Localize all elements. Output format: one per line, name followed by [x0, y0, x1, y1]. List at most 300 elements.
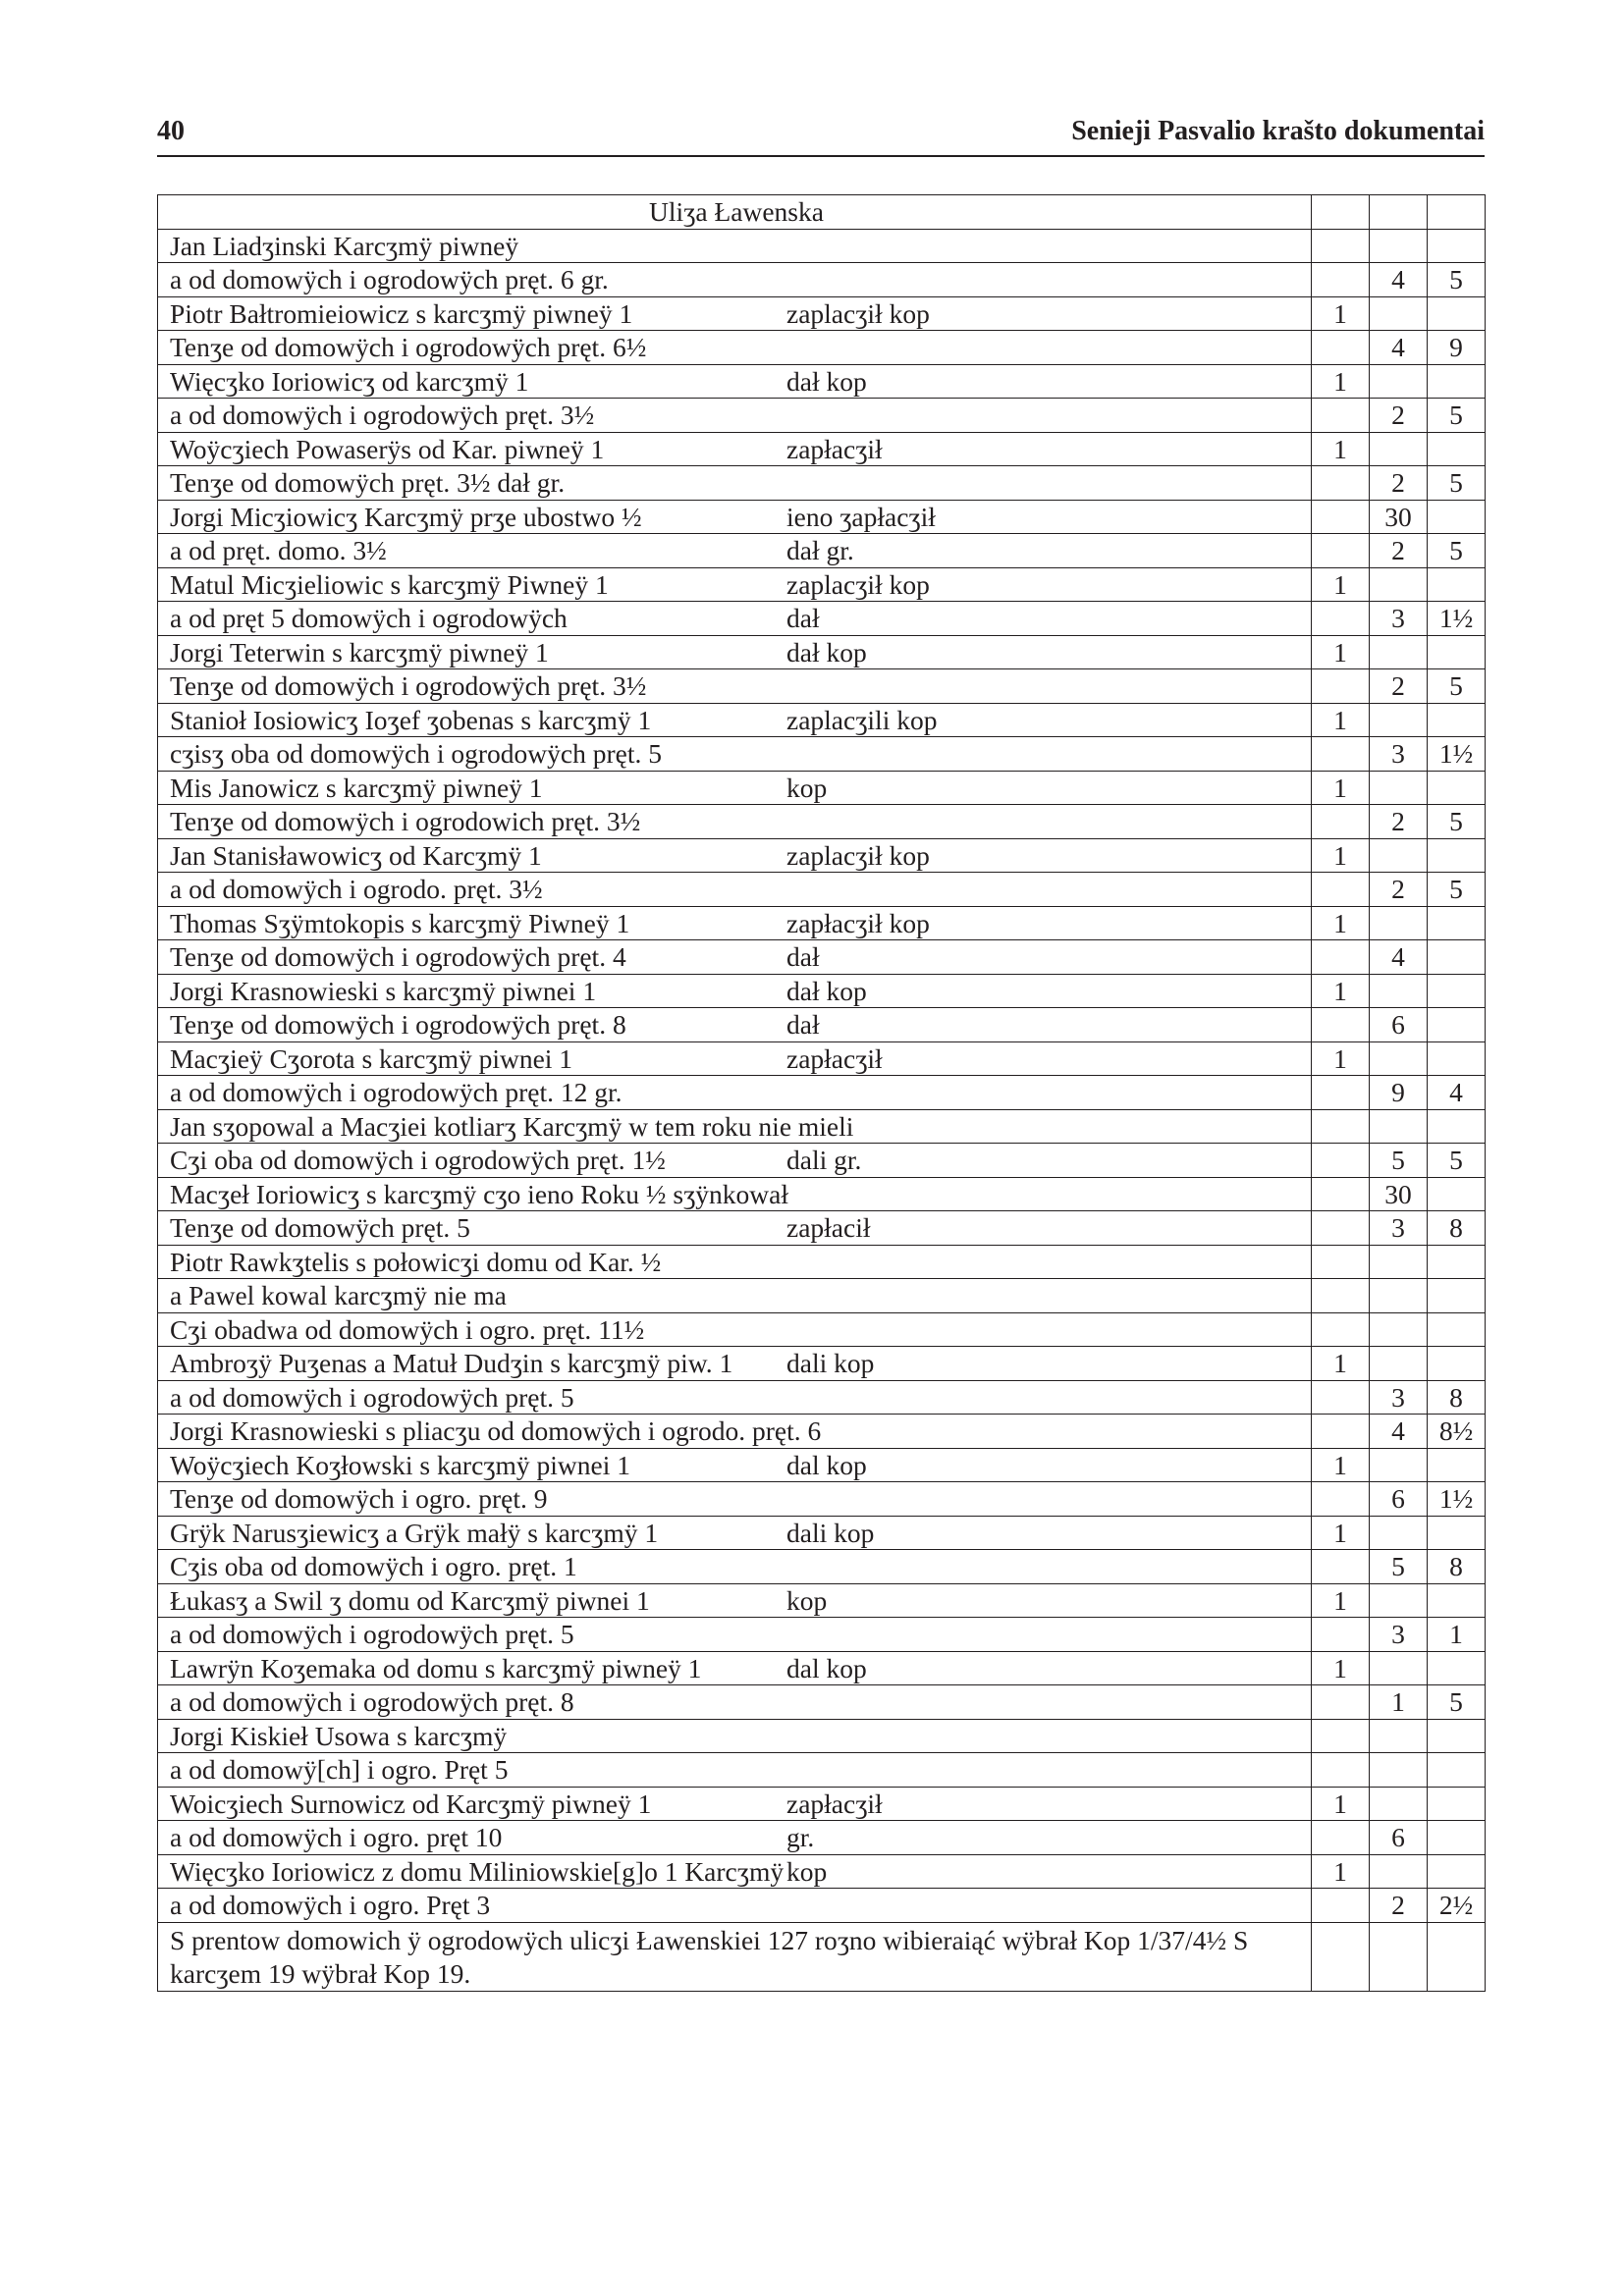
table-row [158, 1651, 1486, 1685]
den-value: 8 [1428, 1380, 1486, 1415]
gr-value: 6 [1370, 1821, 1428, 1855]
table-row [158, 1685, 1486, 1720]
entry-description [158, 635, 1312, 669]
entry-text: Woÿcʒiech Koʒłowski s karcʒmÿ piwnei 1 [170, 1449, 630, 1480]
kop-value [1312, 466, 1370, 501]
gr-value [1370, 1312, 1428, 1347]
entry-description [158, 229, 1312, 263]
kop-value [1312, 1144, 1370, 1178]
entry-text: Ambroʒÿ Puʒenas a Matuł Dudʒin s karcʒmÿ piw. 1 [170, 1348, 733, 1379]
entry-text: Grÿk Narusʒiewicʒ a Grÿk małÿ s karcʒmÿ 1 [170, 1517, 659, 1548]
table-row [158, 331, 1486, 365]
den-value [1428, 771, 1486, 805]
entry-text: Woicʒiech Surnowicz od Karcʒmÿ piwneÿ 1 [170, 1788, 652, 1819]
table-row [158, 364, 1486, 399]
entry-text: Thomas Sʒÿmtokopis s karcʒmÿ Piwneÿ 1 [170, 907, 630, 938]
entry-description [158, 1618, 1312, 1652]
kop-value: 1 [1312, 1347, 1370, 1381]
table-row [158, 1415, 1486, 1449]
summary-text: S prentow domowich ÿ ogrodowÿch ulicʒi Ławenskiei 127 roʒno wibieraiąć wÿbrał Kop 1/37/4½ S karcʒem 19 wÿbrał Kop 19. [158, 1922, 1312, 1991]
entry-description [158, 1854, 1312, 1889]
table-row [158, 296, 1486, 331]
gr-value [1370, 1753, 1428, 1788]
gr-value [1370, 567, 1428, 602]
entry-text: Więcʒko Ioriowicʒ od karcʒmÿ 1 [170, 365, 529, 397]
entry-description [158, 1516, 1312, 1550]
entry-text: Tenʒe od domowÿch i ogrodowich pręt. 3½ [170, 806, 641, 837]
entry-text: Mis Janowicz s karcʒmÿ piwneÿ 1 [170, 772, 543, 803]
summary-empty-cell [1312, 1922, 1370, 1991]
kop-value [1312, 1618, 1370, 1652]
table-row [158, 940, 1486, 975]
entry-description [158, 1177, 1312, 1211]
kop-value: 1 [1312, 906, 1370, 940]
payment-note: dał kop [786, 636, 867, 667]
table-row [158, 1245, 1486, 1279]
entry-description [158, 1448, 1312, 1482]
gr-value [1370, 432, 1428, 466]
table-row [158, 1211, 1486, 1246]
kop-value [1312, 737, 1370, 772]
kop-value [1312, 1279, 1370, 1313]
table-row [158, 737, 1486, 772]
gr-value [1370, 1109, 1428, 1144]
table-row [158, 1448, 1486, 1482]
table-row [158, 635, 1486, 669]
gr-value: 4 [1370, 940, 1428, 975]
den-value: 8½ [1428, 1415, 1486, 1449]
kop-value [1312, 1312, 1370, 1347]
gr-value [1370, 838, 1428, 873]
kop-value: 1 [1312, 1787, 1370, 1821]
column-gr-cell [1370, 195, 1428, 230]
table-row [158, 1380, 1486, 1415]
payment-note: dał gr. [786, 535, 854, 565]
den-value: 8 [1428, 1211, 1486, 1246]
table-row [158, 1144, 1486, 1178]
den-value [1428, 1448, 1486, 1482]
gr-value [1370, 1854, 1428, 1889]
entry-text: Jan Stanisławowicʒ od Karcʒmÿ 1 [170, 839, 542, 871]
entry-text: a od domowÿch i ogrodowÿch pręt. 5 [170, 1619, 574, 1650]
table-row [158, 669, 1486, 704]
den-value [1428, 500, 1486, 534]
gr-value [1370, 229, 1428, 263]
payment-note: zapłacił [786, 1212, 871, 1243]
payment-note: dał [786, 603, 820, 633]
entry-text: a od domowÿch i ogrodowÿch pręt. 12 gr. [170, 1077, 623, 1108]
payment-note: zapłacʒił [786, 433, 883, 464]
gr-value: 2 [1370, 669, 1428, 704]
gr-value: 4 [1370, 1415, 1428, 1449]
kop-value [1312, 229, 1370, 263]
table-row [158, 1583, 1486, 1618]
entry-text: Piotr Bałtromieiowicz s karcʒmÿ piwneÿ 1 [170, 297, 633, 329]
entry-description [158, 838, 1312, 873]
table-row [158, 1550, 1486, 1584]
gr-value: 30 [1370, 1177, 1428, 1211]
den-value [1428, 1041, 1486, 1076]
entry-text: Tenʒe od domowÿch pręt. 5 [170, 1212, 470, 1244]
table-row [158, 1787, 1486, 1821]
den-value [1428, 1312, 1486, 1347]
table-row [158, 466, 1486, 501]
gr-value: 2 [1370, 466, 1428, 501]
kop-value [1312, 263, 1370, 297]
entry-description [158, 940, 1312, 975]
entry-description [158, 1245, 1312, 1279]
table-row [158, 974, 1486, 1008]
entry-text: a od pręt 5 domowÿch i ogrodowÿch [170, 603, 568, 634]
entry-text: cʒisʒ oba od domowÿch i ogrodowÿch pręt. 5 [170, 738, 662, 770]
kop-value: 1 [1312, 1651, 1370, 1685]
den-value: 1½ [1428, 1482, 1486, 1517]
entry-description [158, 1685, 1312, 1720]
payment-note: zapłacʒił kop [786, 907, 930, 938]
kop-value [1312, 1685, 1370, 1720]
payment-note: kop [786, 1855, 828, 1887]
entry-description [158, 331, 1312, 365]
den-value [1428, 1516, 1486, 1550]
entry-description [158, 364, 1312, 399]
table-row [158, 1889, 1486, 1923]
entry-description [158, 703, 1312, 737]
entry-description [158, 1380, 1312, 1415]
den-value: 1½ [1428, 602, 1486, 636]
entry-description [158, 399, 1312, 433]
gr-value: 2 [1370, 1889, 1428, 1923]
entry-description [158, 432, 1312, 466]
gr-value: 2 [1370, 534, 1428, 568]
running-title: Senieji Pasvalio krašto dokumentai [1071, 116, 1485, 146]
summary-empty-cell [1370, 1922, 1428, 1991]
kop-value: 1 [1312, 771, 1370, 805]
kop-value [1312, 1889, 1370, 1923]
entry-description [158, 1787, 1312, 1821]
kop-value [1312, 1245, 1370, 1279]
kop-value [1312, 534, 1370, 568]
entry-description [158, 500, 1312, 534]
entry-description [158, 771, 1312, 805]
gr-value: 5 [1370, 1144, 1428, 1178]
gr-value: 6 [1370, 1482, 1428, 1517]
kop-value [1312, 500, 1370, 534]
gr-value: 1 [1370, 1685, 1428, 1720]
entry-text: a od domowÿch i ogrodo. pręt. 3½ [170, 874, 543, 905]
den-value: 5 [1428, 873, 1486, 907]
kop-value: 1 [1312, 635, 1370, 669]
gr-value [1370, 1719, 1428, 1753]
den-value [1428, 229, 1486, 263]
gr-value: 3 [1370, 737, 1428, 772]
entry-text: Jorgi Kiskieł Usowa s karcʒmÿ [170, 1720, 508, 1751]
entry-text: Cʒi oba od domowÿch i ogrodowÿch pręt. 1½ [170, 1145, 666, 1176]
den-value: 1 [1428, 1618, 1486, 1652]
payment-note: zaplacʒił kop [786, 839, 930, 871]
kop-value [1312, 1008, 1370, 1042]
kop-value [1312, 805, 1370, 839]
kop-value: 1 [1312, 1041, 1370, 1076]
gr-value: 9 [1370, 1076, 1428, 1110]
gr-value [1370, 974, 1428, 1008]
kop-value: 1 [1312, 1583, 1370, 1618]
entry-text: a Pawel kowal karcʒmÿ nie ma [170, 1280, 507, 1311]
entry-description [158, 466, 1312, 501]
table-row [158, 1753, 1486, 1788]
entry-text: Stanioł Iosiowicʒ Ioʒef ʒobenas s karcʒmÿ 1 [170, 704, 652, 735]
kop-value [1312, 1415, 1370, 1449]
entry-description [158, 1312, 1312, 1347]
table-row [158, 1482, 1486, 1517]
den-value [1428, 703, 1486, 737]
den-value [1428, 364, 1486, 399]
den-value [1428, 1583, 1486, 1618]
payment-note: zapłacʒił [786, 1788, 883, 1819]
entry-text: Macʒeł Ioriowicʒ s karcʒmÿ cʒo ieno Roku ½ sʒÿnkował [170, 1178, 788, 1209]
table-row [158, 1008, 1486, 1042]
entry-description [158, 1753, 1312, 1788]
gr-value [1370, 771, 1428, 805]
entry-description [158, 1482, 1312, 1517]
gr-value [1370, 703, 1428, 737]
table-row [158, 703, 1486, 737]
table-row [158, 838, 1486, 873]
entry-description [158, 1889, 1312, 1923]
entry-text: Jorgi Micʒiowicʒ Karcʒmÿ prʒe ubostwo ½ [170, 501, 642, 532]
kop-value [1312, 1719, 1370, 1753]
gr-value [1370, 1041, 1428, 1076]
table-row [158, 1109, 1486, 1144]
entry-text: a od domowÿ[ch] i ogro. Pręt 5 [170, 1754, 509, 1786]
entry-description [158, 1076, 1312, 1110]
table-row [158, 1347, 1486, 1381]
gr-value: 4 [1370, 263, 1428, 297]
den-value [1428, 1279, 1486, 1313]
gr-value: 6 [1370, 1008, 1428, 1042]
entry-text: Tenʒe od domowÿch pręt. 3½ dał gr. [170, 467, 566, 499]
den-value: 5 [1428, 1144, 1486, 1178]
den-value: 9 [1428, 331, 1486, 365]
entry-description [158, 1583, 1312, 1618]
entry-text: Jan sʒopowal a Macʒiei kotliarʒ Karcʒmÿ w tem roku nie mieli [170, 1110, 854, 1142]
den-value [1428, 1719, 1486, 1753]
page-header [157, 110, 1485, 157]
entry-description [158, 1651, 1312, 1685]
payment-note: kop [786, 772, 828, 803]
den-value: 5 [1428, 805, 1486, 839]
gr-value: 5 [1370, 1550, 1428, 1584]
table-row [158, 1516, 1486, 1550]
summary-row [158, 1922, 1486, 1991]
den-value: 5 [1428, 399, 1486, 433]
entry-text: Piotr Rawkʒtelis s połowicʒi domu od Kar. ½ [170, 1246, 662, 1277]
table-row [158, 500, 1486, 534]
column-kop-cell [1312, 195, 1370, 230]
table-row [158, 1719, 1486, 1753]
entry-description [158, 1719, 1312, 1753]
table-row [158, 229, 1486, 263]
den-value [1428, 1245, 1486, 1279]
entry-description [158, 567, 1312, 602]
table-row [158, 567, 1486, 602]
gr-value [1370, 1245, 1428, 1279]
gr-value: 2 [1370, 399, 1428, 433]
entry-text: Tenʒe od domowÿch i ogrodowÿch pręt. 6½ [170, 332, 647, 363]
kop-value [1312, 669, 1370, 704]
kop-value [1312, 1211, 1370, 1246]
den-value: 5 [1428, 263, 1486, 297]
gr-value [1370, 1347, 1428, 1381]
entry-text: Lawrÿn Koʒemaka od domu s karcʒmÿ piwneÿ 1 [170, 1652, 702, 1683]
entry-description [158, 974, 1312, 1008]
payment-note: ieno ʒapłacʒił [786, 501, 936, 532]
entry-description [158, 669, 1312, 704]
entry-description [158, 737, 1312, 772]
den-value [1428, 1753, 1486, 1788]
entry-description [158, 1821, 1312, 1855]
den-value: 1½ [1428, 737, 1486, 772]
den-value [1428, 1651, 1486, 1685]
gr-value [1370, 635, 1428, 669]
entry-text: a od domowÿch i ogrodowÿch pręt. 8 [170, 1686, 574, 1718]
table-row [158, 1821, 1486, 1855]
den-value: 8 [1428, 1550, 1486, 1584]
den-value [1428, 1177, 1486, 1211]
table-row [158, 263, 1486, 297]
table-row [158, 602, 1486, 636]
payment-note: zaplacʒił kop [786, 568, 930, 600]
entry-description [158, 602, 1312, 636]
kop-value [1312, 1550, 1370, 1584]
table-row [158, 534, 1486, 568]
entry-text: Cʒi obadwa od domowÿch i ogro. pręt. 11½ [170, 1313, 645, 1345]
table-row [158, 1041, 1486, 1076]
gr-value: 2 [1370, 805, 1428, 839]
den-value [1428, 1821, 1486, 1855]
entry-description [158, 534, 1312, 568]
gr-value: 3 [1370, 1380, 1428, 1415]
payment-note: dali kop [786, 1517, 875, 1548]
ledger-table [157, 194, 1486, 1992]
gr-value: 30 [1370, 500, 1428, 534]
den-value [1428, 1347, 1486, 1381]
table-row [158, 1312, 1486, 1347]
entry-description [158, 1550, 1312, 1584]
den-value [1428, 940, 1486, 975]
summary-empty-cell [1428, 1922, 1486, 1991]
entry-description [158, 1109, 1312, 1144]
entry-text: a od pręt. domo. 3½ [170, 535, 387, 566]
den-value: 5 [1428, 1685, 1486, 1720]
kop-value: 1 [1312, 567, 1370, 602]
entry-text: Więcʒko Ioriowicz z domu Miliniowskie[g]o 1 Karcʒmÿ [170, 1855, 785, 1887]
kop-value: 1 [1312, 974, 1370, 1008]
gr-value [1370, 906, 1428, 940]
entry-description [158, 1347, 1312, 1381]
entry-text: Macʒieÿ Cʒorota s karcʒmÿ piwnei 1 [170, 1042, 573, 1074]
entry-text: a od domowÿch i ogrodowÿch pręt. 3½ [170, 400, 595, 431]
kop-value [1312, 1482, 1370, 1517]
entry-description [158, 873, 1312, 907]
kop-value: 1 [1312, 1854, 1370, 1889]
entry-description [158, 906, 1312, 940]
kop-value: 1 [1312, 1516, 1370, 1550]
kop-value: 1 [1312, 1448, 1370, 1482]
kop-value [1312, 1177, 1370, 1211]
entry-description [158, 263, 1312, 297]
entry-description [158, 1279, 1312, 1313]
kop-value: 1 [1312, 703, 1370, 737]
gr-value [1370, 1448, 1428, 1482]
payment-note: kop [786, 1584, 828, 1616]
gr-value: 2 [1370, 873, 1428, 907]
den-value: 5 [1428, 669, 1486, 704]
entry-description [158, 1415, 1312, 1449]
den-value [1428, 567, 1486, 602]
gr-value: 3 [1370, 1618, 1428, 1652]
den-value [1428, 1109, 1486, 1144]
table-row [158, 432, 1486, 466]
kop-value [1312, 1076, 1370, 1110]
kop-value: 1 [1312, 432, 1370, 466]
entry-text: Jorgi Krasnowieski s pliacʒu od domowÿch i ogrodo. pręt. 6 [170, 1415, 822, 1447]
payment-note: dali kop [786, 1348, 875, 1378]
den-value [1428, 432, 1486, 466]
payment-note: zaplacʒił kop [786, 297, 930, 329]
table-title-row [158, 195, 1486, 230]
entry-description [158, 1211, 1312, 1246]
kop-value [1312, 399, 1370, 433]
table-row [158, 1177, 1486, 1211]
column-den-cell [1428, 195, 1486, 230]
entry-description [158, 805, 1312, 839]
entry-text: a od domowÿch i ogro. pręt 10 [170, 1822, 503, 1853]
den-value [1428, 296, 1486, 331]
table-row [158, 1279, 1486, 1313]
table-row [158, 1618, 1486, 1652]
gr-value: 3 [1370, 602, 1428, 636]
table-row [158, 399, 1486, 433]
gr-value [1370, 296, 1428, 331]
den-value [1428, 838, 1486, 873]
gr-value [1370, 364, 1428, 399]
payment-note: dal kop [786, 1652, 867, 1683]
payment-note: dał kop [786, 365, 867, 397]
den-value: 2½ [1428, 1889, 1486, 1923]
table-row [158, 805, 1486, 839]
table-row [158, 771, 1486, 805]
entry-text: a od domowÿch i ogrodowÿch pręt. 5 [170, 1381, 574, 1413]
gr-value [1370, 1279, 1428, 1313]
kop-value: 1 [1312, 296, 1370, 331]
entry-text: Tenʒe od domowÿch i ogrodowÿch pręt. 8 [170, 1009, 626, 1041]
entry-text: Łukasʒ a Swil ʒ domu od Karcʒmÿ piwnei 1 [170, 1584, 650, 1616]
gr-value: 4 [1370, 331, 1428, 365]
den-value [1428, 635, 1486, 669]
kop-value: 1 [1312, 838, 1370, 873]
den-value [1428, 974, 1486, 1008]
kop-value [1312, 1109, 1370, 1144]
entry-text: Jan Liadʒinski Karcʒmÿ piwneÿ [170, 230, 519, 261]
payment-note: zaplacʒili kop [786, 704, 938, 735]
entry-text: Cʒis oba od domowÿch i ogro. pręt. 1 [170, 1551, 577, 1582]
payment-note: dal kop [786, 1449, 867, 1480]
payment-note: dali gr. [786, 1145, 862, 1175]
kop-value [1312, 940, 1370, 975]
payment-note: zapłacʒił [786, 1042, 883, 1074]
den-value: 5 [1428, 466, 1486, 501]
entry-text: a od domowÿch i ogrodowÿch pręt. 6 gr. [170, 264, 609, 295]
